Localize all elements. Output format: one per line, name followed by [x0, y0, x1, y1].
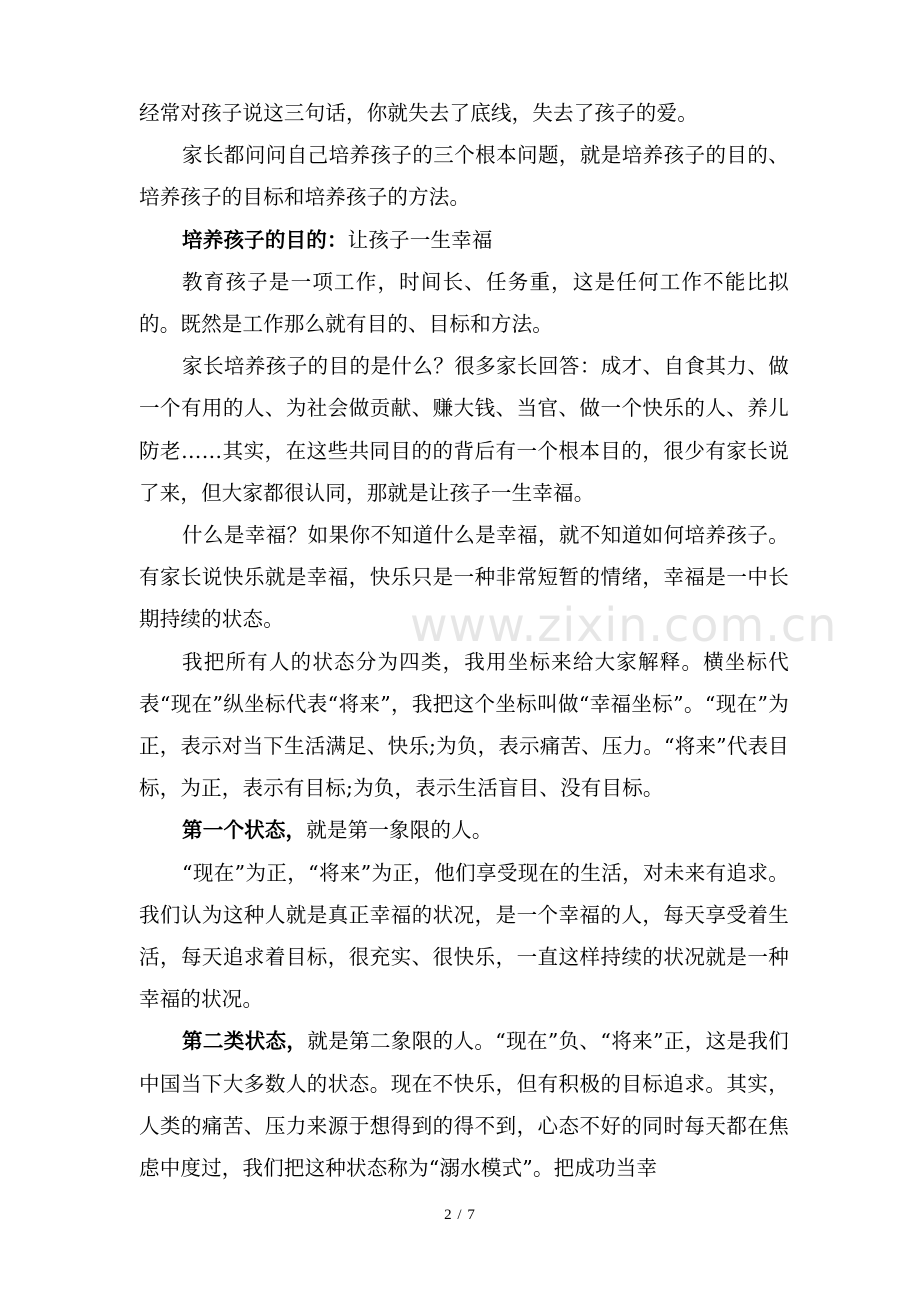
paragraph-7-text: 我把所有人的状态分为四类，我用坐标来给大家解释。横坐标代表“现在”纵坐标代表“将来”，我把这个坐标叫做“幸福坐标”。“现在”为正，表示对当下生活满足、快乐;为负，表示痛苦、压力。“将来”代表目标，为正，表示有目标;为负，表示生活盲目、没有目标。 [139, 649, 789, 801]
paragraph-1-text: 经常对孩子说这三句话，你就失去了底线，失去了孩子的爱。 [139, 101, 698, 125]
paragraph-5-text: 家长培养孩子的目的是什么？很多家长回答：成才、自食其力、做一个有用的人、为社会做贡献、赚大钱、当官、做一个快乐的人、养儿防老……其实，在这些共同目的的背后有一个根本目的，很少有家长说了来，但大家都很认同，那就是让孩子一生幸福。 [139, 354, 789, 505]
paragraph-9-text: “现在”为正，“将来”为正，他们享受现在的生活，对未来有追求。我们认为这种人就是真正幸福的状况，是一个幸福的人，每天享受着生活，每天追求着目标，很充实、很快乐，一直这样持续的状况就是一种幸福的状况。 [139, 860, 789, 1012]
first-state-text: 就是第一象限的人。 [306, 818, 493, 843]
second-state-bold: 第二类状态， [182, 1029, 308, 1054]
document-body [139, 92, 789, 1189]
first-state-bold: 第一个状态， [182, 818, 307, 843]
paragraph-first-state [139, 809, 789, 851]
paragraph-6 [139, 514, 789, 641]
paragraph-7 [139, 641, 789, 810]
section-heading-purpose [139, 219, 789, 261]
paragraph-2-text: 家长都问问自己培养孩子的三个根本问题，就是培养孩子的目的、培养孩子的目标和培养孩子的方法。 [139, 143, 789, 210]
paragraph-2 [139, 134, 789, 218]
paragraph-second-state [139, 1020, 789, 1189]
section-heading-bold: 培养孩子的目的： [182, 227, 348, 252]
second-state-text: 就是第二象限的人。“现在”负、“将来”正，这是我们中国当下大多数人的状态。现在不快乐，但有积极的目标追求。其实，人类的痛苦、压力来源于想得到的得不到，心态不好的同时每天都在焦虑中度过，我们把这种状态称为“溺水模式”。把成功当幸 [139, 1029, 789, 1181]
paragraph-4-text: 教育孩子是一项工作，时间长、任务重，这是任何工作不能比拟的。既然是工作那么就有目的、目标和方法。 [139, 269, 789, 337]
paragraph-1 [139, 92, 789, 134]
watermark: www.zixin.com.cn [410, 598, 838, 652]
page-number: 2 / 7 [444, 1207, 476, 1223]
paragraph-6-text: 什么是幸福？如果你不知道什么是幸福，就不知道如何培养孩子。有家长说快乐就是幸福，快乐只是一种非常短暂的情绪，幸福是一中长期持续的状态。 [139, 523, 789, 632]
section-heading-text: 让孩子一生幸福 [347, 227, 493, 252]
paragraph-4 [139, 261, 789, 345]
paragraph-9 [139, 852, 789, 1021]
paragraph-5 [139, 345, 789, 514]
